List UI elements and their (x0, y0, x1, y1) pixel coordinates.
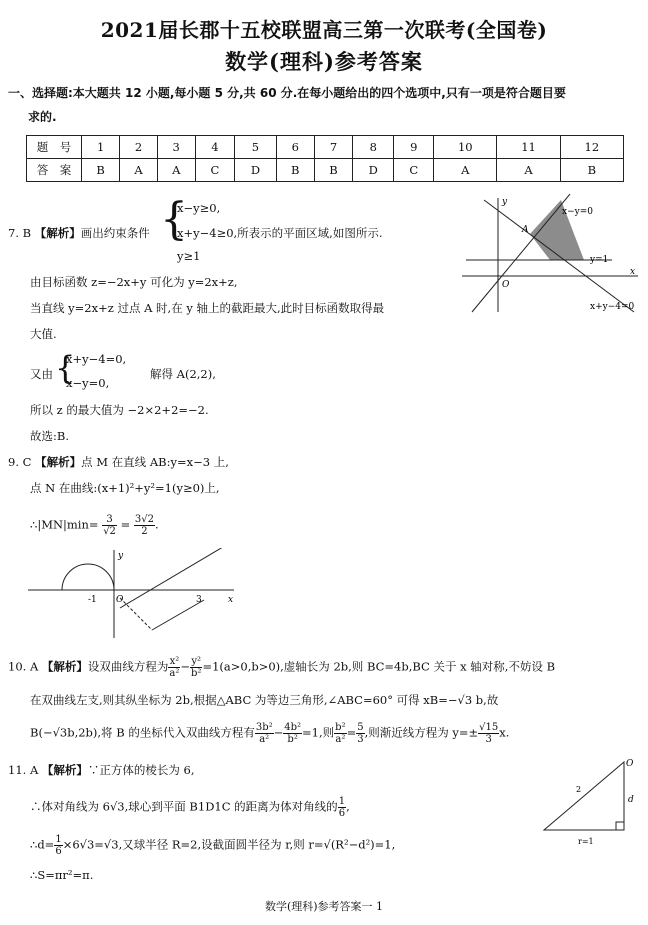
q9-line-2: 点 N 在曲线:(x+1)²+y²=1(y≥0)上, (30, 481, 220, 495)
q7-constraint-3: y≥1 (177, 249, 201, 263)
q7-line-5: 故选:B. (30, 429, 69, 443)
q11-number: 11. A (8, 763, 39, 777)
table-cell: 9 (394, 136, 434, 159)
page-subtitle: 数学(理科)参考答案 (225, 49, 423, 74)
q11-triangle-figure (538, 756, 642, 850)
q7-solve-eq-2: x−y=0, (66, 376, 110, 390)
label-neg-one: -1 (88, 595, 97, 605)
q9-min-distance-label: ∴|MN|min= (30, 517, 99, 532)
table-cell: B (560, 159, 623, 182)
right-triangle (544, 762, 624, 830)
q11-line-3: ∴d= $\frac{1}{6}$ ×6√3=√3,又球半径 R=2,设截面圆半径为 r,则 r=√(R²−d²)=1, (30, 834, 396, 857)
label-origin: O (116, 595, 124, 605)
table-cell: B (276, 159, 314, 182)
table-cell: 10 (434, 136, 497, 159)
table-cell: 6 (276, 136, 314, 159)
table-cell: 4 (195, 136, 235, 159)
q11-fraction: $\frac{1}{6}$ (55, 834, 62, 857)
q7-analysis-tag: 【解析】 (34, 226, 81, 240)
q7-solve-result: 解得 A(2,2), (150, 367, 216, 381)
q7-constraint-1: x−y≥0, (177, 201, 221, 215)
label-three: 3 (196, 595, 202, 605)
row-label-question: 题 号 (27, 136, 82, 159)
q7-intro (8, 225, 150, 241)
q9-number: 9. C (8, 455, 32, 469)
q7-number: 7. B (8, 226, 32, 240)
table-cell: A (434, 159, 497, 182)
q7-line-3: 大值. (30, 327, 57, 341)
q10-fraction: $\frac{\text{3b²}}{\text{a²}}$ (255, 722, 273, 745)
semicircle-curve (62, 564, 114, 590)
q9-line-3: ∴|MN|min= $\frac{3}{√2}$ = $\frac{3√2}{2}$ . (30, 514, 159, 537)
q7-constraint-2: x+y−4≥0,所表示的平面区域,如图所示. (177, 226, 383, 240)
q11-line-2: ∴体对角线为 6√3,球心到平面 B1D1C 的距离为体对角线的 $\frac{1}{6}$ , (30, 796, 350, 819)
q10-line-1: 10. A 【解析】设双曲线方程为 $\frac{\text{x²}}{\text{a²}}$ − $\frac{\text{y²}}{\text{b²}}$ =1(a>0,b>0),虚轴长为 2b,则 BC=4b,BC 关于 x 轴对称,不妨设 B (8, 656, 556, 679)
q9-fraction-2: $\frac{3√2}{2}$ (134, 514, 154, 537)
table-cell: 1 (82, 136, 120, 159)
label-radius: 2 (576, 785, 582, 794)
q10-fraction: $\frac{\text{b²}}{\text{a²}}$ (335, 722, 346, 745)
right-angle-mark (616, 822, 624, 830)
answer-table-answer-row (27, 159, 624, 182)
table-cell: D (353, 159, 394, 182)
section-heading: 一、选择题:本大题共 12 小题,每小题 5 分,共 60 分.在每小题给出的四个选项中,只有一项是符合题目要 (8, 86, 566, 100)
q9-intro (8, 454, 229, 470)
page-title: 2021届长郡十五校联盟高三第一次联考(全国卷) (100, 18, 548, 42)
line-ab (120, 548, 228, 608)
q10-analysis-tag: 【解析】 (41, 659, 88, 674)
label-x-axis: x (630, 267, 636, 277)
label-x-plus-y: x+y−4=0 (590, 302, 635, 312)
table-cell: 12 (560, 136, 623, 159)
q7-constraint-brace: { (160, 194, 188, 245)
q9-fraction-1: $\frac{3}{√2}$ (103, 514, 116, 537)
q7-feasible-region-figure (462, 194, 642, 314)
q7-solve-eq-1: x+y−4=0, (66, 352, 127, 366)
label-distance: d (628, 795, 634, 805)
section-heading-cont: 求的. (28, 110, 57, 124)
table-cell: C (195, 159, 235, 182)
q11-line-1: ∵正方体的棱长为 6, (87, 763, 195, 777)
q10-line-2: 在双曲线左支,则其纵坐标为 2b,根据△ABC 为等边三角形,∠ABC=60° 可得 xB=−√3 b,故 (30, 693, 499, 707)
q11-intro (8, 762, 195, 778)
q10-number: 10. A (8, 659, 39, 674)
q7-intro-text: 画出约束条件 (80, 226, 150, 240)
q7-line-2: 当直线 y=2x+z 过点 A 时,在 y 轴上的截距最大,此时目标函数取得最 (30, 301, 385, 315)
answer-table-number-row (27, 136, 624, 159)
q10-fraction: $\frac{\text{y²}}{\text{b²}}$ (191, 656, 202, 679)
q10-fraction: $\frac{\text{x²}}{\text{a²}}$ (169, 656, 180, 679)
label-y-axis: y (502, 197, 508, 207)
q9-distance-figure (28, 548, 238, 640)
q7-solve-brace: { (55, 349, 76, 387)
table-cell: 11 (497, 136, 560, 159)
table-cell: D (235, 159, 276, 182)
table-cell: A (157, 159, 195, 182)
label-y-axis: y (118, 551, 124, 561)
q9-analysis-tag: 【解析】 (35, 455, 82, 469)
label-x-axis: x (228, 595, 234, 605)
table-cell: C (394, 159, 434, 182)
table-cell: 3 (157, 136, 195, 159)
label-y-equals-1: y=1 (590, 255, 609, 265)
q7-line-4: 所以 z 的最大值为 −2×2+2=−2. (30, 403, 209, 417)
label-point-a: A (522, 225, 529, 235)
table-cell: 5 (235, 136, 276, 159)
q7-line-1: 由目标函数 z=−2x+y 可化为 y=2x+z, (30, 275, 238, 289)
page-footer: 数学(理科)参考答案一 1 (264, 900, 384, 913)
table-cell: 2 (120, 136, 158, 159)
q10-line-3: B(−√3b,2b),将 B 的坐标代入双曲线方程有 $\frac{\text{3b²}}{\text{a²}}$ − $\frac{\text{4b²}}{\text{b²}}$ =1,则 $\frac{\text{b²}}{\text{a²}}$ = $\frac{5}{3}$ ,则渐近线方程为 y=± $\frac{√15}{3}$ x. (30, 722, 510, 745)
answer-table (26, 135, 624, 182)
q11-fraction: $\frac{1}{6}$ (338, 796, 346, 819)
table-cell: A (497, 159, 560, 182)
q11-analysis-tag: 【解析】 (41, 763, 88, 777)
table-cell: A (120, 159, 158, 182)
q11-line-4: ∴S=πr²=π. (30, 868, 94, 882)
label-center: O (626, 759, 634, 769)
perpendicular-dashed (120, 598, 152, 630)
q10-fraction: $\frac{√15}{3}$ (479, 722, 499, 745)
table-cell: B (82, 159, 120, 182)
label-x-minus-y: x−y=0 (562, 207, 593, 217)
table-cell: 7 (314, 136, 352, 159)
q10-fraction: $\frac{\text{4b²}}{\text{b²}}$ (284, 722, 302, 745)
table-cell: B (314, 159, 352, 182)
q7-solve-prefix: 又由 (30, 367, 53, 381)
q10-fraction: $\frac{5}{3}$ (357, 722, 364, 745)
q9-line-1: 点 M 在直线 AB:y=x−3 上, (81, 455, 229, 469)
label-r: r=1 (578, 837, 594, 846)
label-origin: O (502, 280, 510, 290)
table-cell: 8 (353, 136, 394, 159)
row-label-answer: 答 案 (27, 159, 82, 182)
